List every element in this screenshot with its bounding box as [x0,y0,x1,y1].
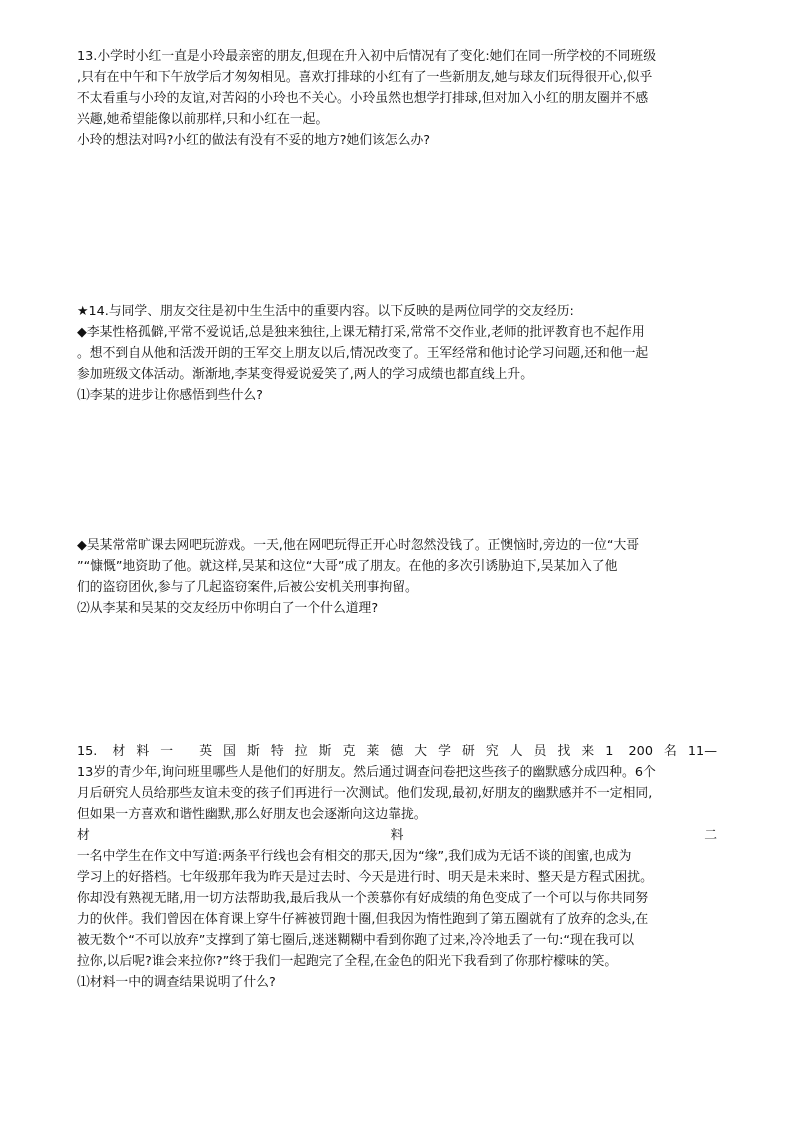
question-15-material-1-heading: 15. 材料一 英国斯特拉斯克莱德大学研究人员找来1 200名11— [77,744,717,759]
question-14-line: 们的盗窃团伙,参与了几起盗窃案件,后被公安机关刑事拘留。 [77,580,418,595]
question-14-line: ◆李某性格孤僻,平常不爱说话,总是独来独往,上课无精打采,常常不交作业,老师的批评教育也不起作用 [77,325,645,340]
question-15-line: 一名中学生在作文中写道:两条平行线也会有相交的那天,因为“缘”,我们成为无话不谈的闺蜜,也成为 [77,849,632,864]
question-15-line: 13岁的青少年,询问班里哪些人是他们的好朋友。然后通过调查问卷把这些孩子的幽默感分成四种。6个 [77,765,656,780]
question-14-subquestion-2: ⑵从李某和吴某的交友经历中你明白了一个什么道理? [77,601,379,616]
question-15-line: 被无数个“不可以放弃”支撑到了第七圈后,迷迷糊糊中看到你跑了过来,冷冷地丢了一句:“现在我可以 [77,933,635,948]
question-13-line: 不太看重与小玲的友谊,对苦闷的小玲也不关心。小玲虽然也想学打排球,但对加入小红的朋友圈并不感 [77,91,649,106]
question-14-line: 参加班级文体活动。渐渐地,李某变得爱说爱笑了,两人的学习成绩也都直线上升。 [77,367,534,382]
question-14-part-2 [77,535,717,619]
question-14-line: ◆吴某常常旷课去网吧玩游戏。一天,他在网吧玩得正开心时忽然没钱了。正懊恼时,旁边的一位“大哥 [77,538,640,553]
question-14-subquestion-1: ⑴李某的进步让你感悟到些什么? [77,388,263,403]
question-14-line: 。想不到自从他和活泼开朗的王军交上朋友以后,情况改变了。王军经常和他讨论学习问题,还和他一起 [77,346,649,361]
question-13-line: ,只有在中午和下午放学后才匆匆相见。喜欢打排球的小红有了一些新朋友,她与球友们玩得很开心,似乎 [77,70,653,85]
question-14 [77,301,717,406]
question-14-stem: ★14.与同学、朋友交往是初中生生活中的重要内容。以下反映的是两位同学的交友经历: [77,304,574,319]
question-15-line: 你却没有熟视无睹,用一切方法帮助我,最后我从一个羡慕你有好成绩的角色变成了一个可以与你共同努 [77,891,649,906]
question-13-line: 13.小学时小红一直是小玲最亲密的朋友,但现在升入初中后情况有了变化:她们在同一所学校的不同班级 [77,49,656,64]
question-15-line: 但如果一方喜欢和谐性幽默,那么好朋友也会逐渐向这边靠拢。 [77,807,427,822]
question-15-line: 月后研究人员给那些友谊未变的孩子们再进行一次测试。他们发现,最初,好朋友的幽默感并不一定相同, [77,786,653,801]
question-15-line: 学习上的好搭档。七年级那年我为昨天是过去时、今天是进行时、明天是未来时、整天是方程式困扰。 [77,870,653,885]
question-13 [77,46,717,151]
question-15 [77,741,717,993]
question-13-line: 兴趣,她希望能像以前那样,只和小红在一起。 [77,112,329,127]
question-15-material-2-heading: 材料二 [77,828,717,843]
question-15-line: 力的伙伴。我们曾因在体育课上穿牛仔裤被罚跑十圈,但我因为惰性跑到了第五圈就有了放弃的念头,在 [77,912,649,927]
question-13-prompt: 小玲的想法对吗?小红的做法有没有不妥的地方?她们该怎么办? [77,133,431,148]
question-15-line: 拉你,以后呢?谁会来拉你?”终于我们一起跑完了全程,在金色的阳光下我看到了你那柠檬味的笑。 [77,954,618,969]
question-14-line: ”“慷慨”地资助了他。就这样,吴某和这位“大哥”成了朋友。在他的多次引诱胁迫下,吴某加入了他 [77,559,618,574]
question-15-subquestion-1: ⑴材料一中的调查结果说明了什么? [77,975,276,990]
